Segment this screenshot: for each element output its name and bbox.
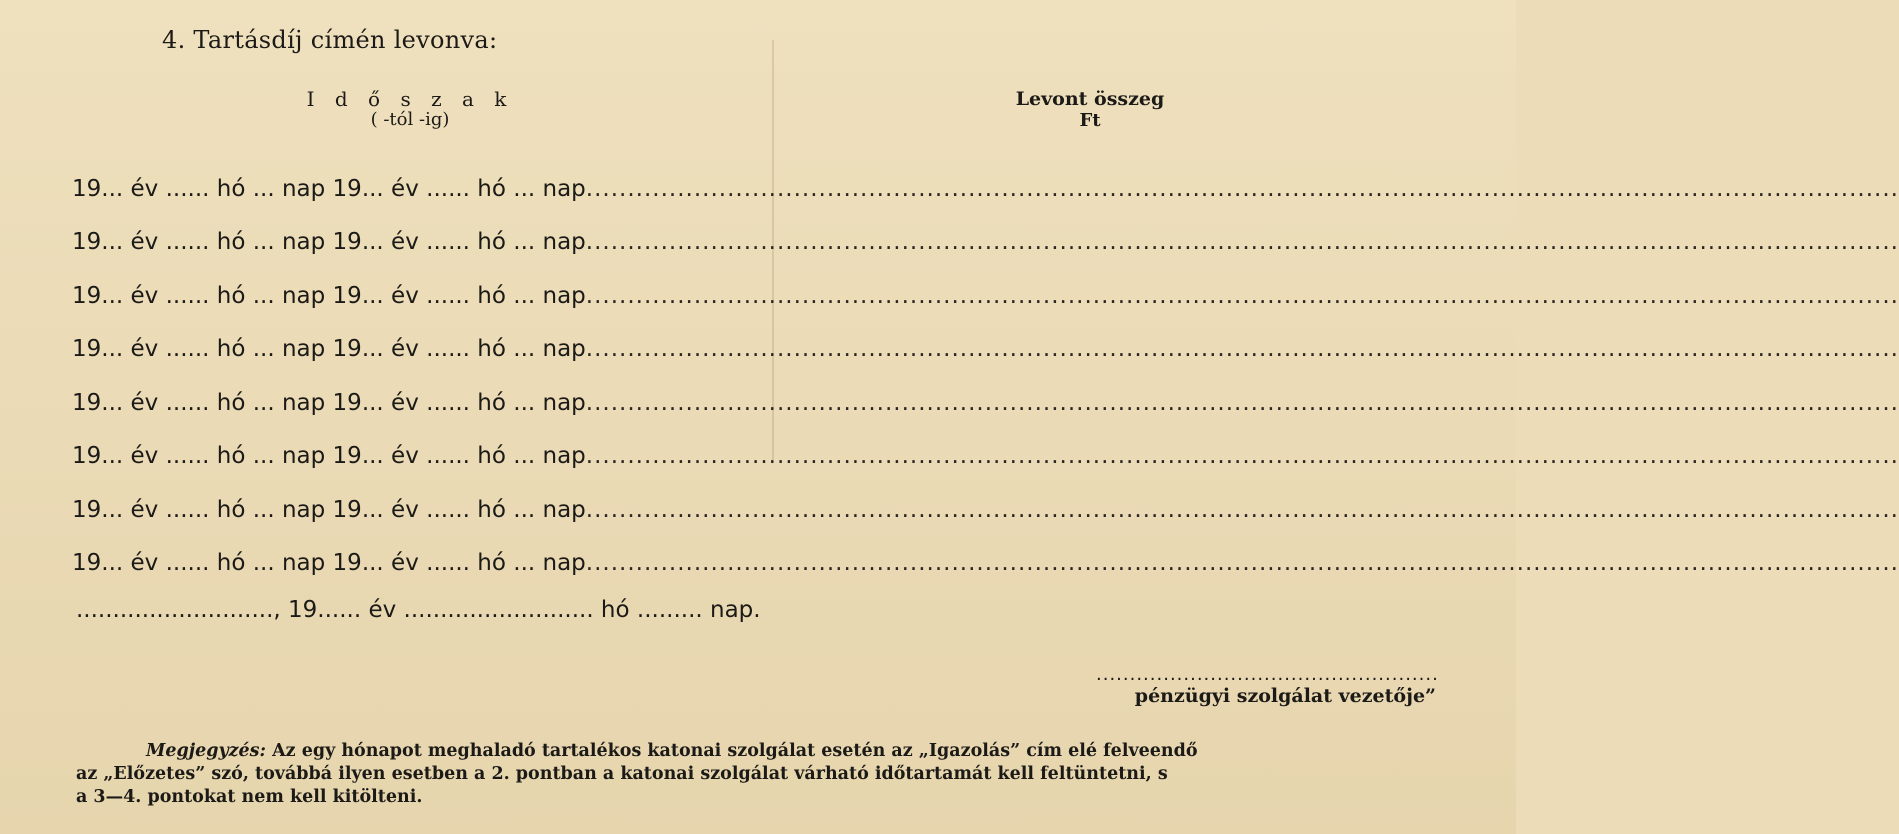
footnote-line-3: a 3—4. pontokat nem kell kitölteni. [76,787,423,807]
footnote-line-1 [76,740,1436,763]
amount-dotted-line: .............................................................................................................................................................. [585,282,1899,309]
amount-dotted-line: .............................................................................................................................................................. [585,389,1899,416]
deduction-row[interactable] [72,216,1899,270]
period-header-subtitle: ( -tól -ig) [370,109,450,130]
section-title: 4. Tartásdíj címén levonva: [162,26,498,54]
row-period-text: 19... év ...... hó ... nap 19... év ...... hó ... nap [72,336,586,363]
footnote-label: Megjegyzés: [146,741,266,761]
row-period-text: 19... év ...... hó ... nap 19... év ...... hó ... nap [72,550,586,577]
deduction-row[interactable] [72,537,1899,591]
row-period-text: 19... év ...... hó ... nap 19... év ...... hó ... nap [72,282,586,309]
date-line[interactable]: ..........................., 19...... év .......................... hó ......... nap. [76,597,761,623]
row-period-text: 19... év ...... hó ... nap 19... év ...... hó ... nap [72,175,586,202]
signature-label: pénzügyi szolgálat vezetője” [1134,685,1436,707]
signature-line[interactable]: ................................................... [1096,664,1439,685]
footnote-line-1-text: Az egy hónapot meghaladó tartalékos katonai szolgálat esetén az „Igazolás” cím elé felveendő [272,741,1198,761]
row-period-text: 19... év ...... hó ... nap 19... év ...... hó ... nap [72,389,586,416]
deduction-rows [72,162,1899,590]
period-header-title: I d ő s z a k [306,87,514,111]
period-column-header [300,88,520,130]
deduction-row[interactable] [72,323,1899,377]
amount-header-unit: Ft [1079,110,1101,131]
amount-dotted-line: .............................................................................................................................................................. [585,443,1899,470]
deduction-row[interactable] [72,269,1899,323]
footnote-line-2: az „Előzetes” szó, továbbá ilyen esetben a 2. pontban a katonai szolgálat várható időtartamát kell feltüntetni, s [76,764,1168,784]
amount-dotted-line: .............................................................................................................................................................. [585,550,1899,577]
amount-header-title: Levont összeg [1015,88,1165,110]
amount-dotted-line: .............................................................................................................................................................. [585,496,1899,523]
row-period-text: 19... év ...... hó ... nap 19... év ...... hó ... nap [72,496,586,523]
amount-dotted-line: .............................................................................................................................................................. [585,336,1899,363]
deduction-row[interactable] [72,430,1899,484]
deduction-row[interactable] [72,162,1899,216]
deduction-row[interactable] [72,483,1899,537]
amount-dotted-line: .............................................................................................................................................................. [585,175,1899,202]
footnote [76,740,1436,809]
amount-dotted-line: .............................................................................................................................................................. [585,229,1899,256]
row-period-text: 19... év ...... hó ... nap 19... év ...... hó ... nap [72,443,586,470]
amount-column-header [970,88,1210,132]
row-period-text: 19... év ...... hó ... nap 19... év ...... hó ... nap [72,229,586,256]
deduction-row[interactable] [72,376,1899,430]
